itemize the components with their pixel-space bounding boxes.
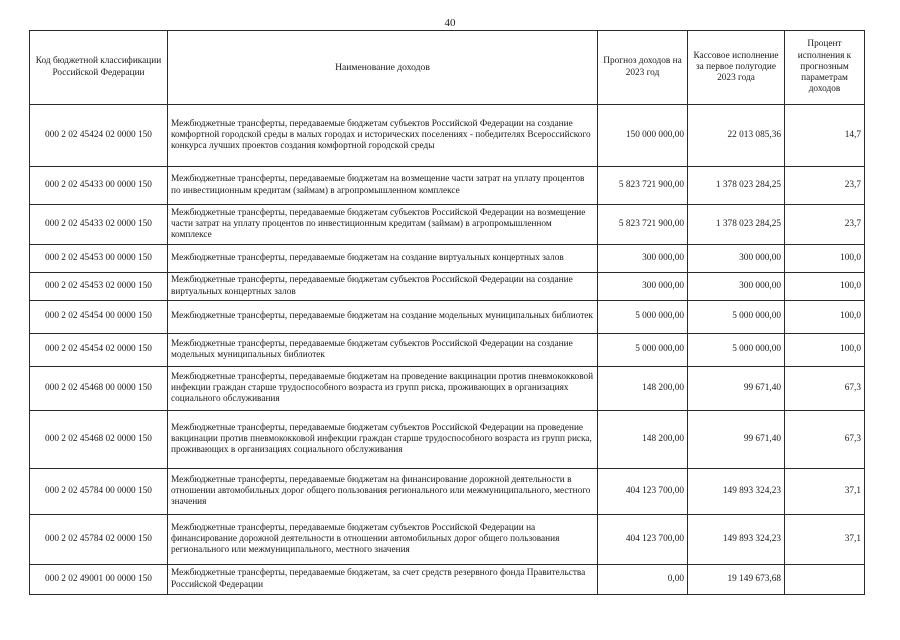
row-forecast: 300 000,00 (598, 245, 688, 273)
row-code: 000 2 02 45454 02 0000 150 (30, 334, 168, 367)
header-percent: Процент исполнения к прогнозным параметрам доходов (785, 31, 865, 105)
row-executed: 99 671,40 (688, 411, 785, 469)
row-name: Межбюджетные трансферты, передаваемые бюджетам субъектов Российской Федерации на возмещение части затрат на уплату процентов по инвестиционным кредитам (займам) в агропромышленном комплексе (168, 205, 598, 245)
header-code: Код бюджетной классификации Российской Федерации (30, 31, 168, 105)
row-executed: 300 000,00 (688, 273, 785, 301)
row-forecast: 0,00 (598, 565, 688, 595)
revenue-table (29, 30, 865, 595)
row-code: 000 2 02 45424 02 0000 150 (30, 105, 168, 167)
row-forecast: 5 000 000,00 (598, 301, 688, 334)
row-forecast: 300 000,00 (598, 273, 688, 301)
row-forecast: 150 000 000,00 (598, 105, 688, 167)
header-forecast: Прогноз доходов на 2023 год (598, 31, 688, 105)
row-percent (785, 565, 865, 595)
row-percent: 37,1 (785, 515, 865, 565)
table-row (30, 334, 865, 367)
row-name: Межбюджетные трансферты, передаваемые бюджетам на возмещение части затрат на уплату процентов по инвестиционным кредитам (займам) в агропромышленном комплексе (168, 167, 598, 205)
row-percent: 100,0 (785, 245, 865, 273)
row-executed: 5 000 000,00 (688, 301, 785, 334)
row-name: Межбюджетные трансферты, передаваемые бюджетам субъектов Российской Федерации на проведение вакцинации против пневмококковой инфекции граждан старше трудоспособного возраста из групп риска, проживающих в организациях социального обслуживания (168, 411, 598, 469)
row-percent: 100,0 (785, 301, 865, 334)
header-name: Наименование доходов (168, 31, 598, 105)
row-name: Межбюджетные трансферты, передаваемые бюджетам субъектов Российской Федерации на создание модельных муниципальных библиотек (168, 334, 598, 367)
table-row (30, 515, 865, 565)
table-header-row (30, 31, 865, 105)
row-code: 000 2 02 45433 00 0000 150 (30, 167, 168, 205)
row-forecast: 148 200,00 (598, 367, 688, 411)
row-name: Межбюджетные трансферты, передаваемые бюджетам на создание виртуальных концертных залов (168, 245, 598, 273)
row-code: 000 2 02 45453 00 0000 150 (30, 245, 168, 273)
row-percent: 23,7 (785, 167, 865, 205)
row-code: 000 2 02 49001 00 0000 150 (30, 565, 168, 595)
table-row (30, 167, 865, 205)
row-percent: 67,3 (785, 411, 865, 469)
row-name: Межбюджетные трансферты, передаваемые бюджетам на создание модельных муниципальных библиотек (168, 301, 598, 334)
row-percent: 14,7 (785, 105, 865, 167)
row-code: 000 2 02 45454 00 0000 150 (30, 301, 168, 334)
row-forecast: 5 823 721 900,00 (598, 167, 688, 205)
row-percent: 23,7 (785, 205, 865, 245)
table-row (30, 367, 865, 411)
row-forecast: 404 123 700,00 (598, 469, 688, 515)
row-code: 000 2 02 45784 00 0000 150 (30, 469, 168, 515)
row-percent: 37,1 (785, 469, 865, 515)
row-forecast: 404 123 700,00 (598, 515, 688, 565)
row-executed: 149 893 324,23 (688, 515, 785, 565)
row-executed: 99 671,40 (688, 367, 785, 411)
row-executed: 5 000 000,00 (688, 334, 785, 367)
header-executed: Кассовое исполнение за первое полугодие 2023 года (688, 31, 785, 105)
row-percent: 100,0 (785, 334, 865, 367)
row-code: 000 2 02 45468 02 0000 150 (30, 411, 168, 469)
table-row (30, 245, 865, 273)
row-percent: 67,3 (785, 367, 865, 411)
table-row (30, 273, 865, 301)
row-forecast: 148 200,00 (598, 411, 688, 469)
table-row (30, 205, 865, 245)
row-name: Межбюджетные трансферты, передаваемые бюджетам на финансирование дорожной деятельности в отношении автомобильных дорог общего пользования регионального или межмуниципального, местного значения (168, 469, 598, 515)
row-percent: 100,0 (785, 273, 865, 301)
row-code: 000 2 02 45433 02 0000 150 (30, 205, 168, 245)
row-executed: 1 378 023 284,25 (688, 205, 785, 245)
page-number: 40 (444, 17, 456, 29)
row-executed: 19 149 673,68 (688, 565, 785, 595)
row-executed: 22 013 085,36 (688, 105, 785, 167)
row-executed: 1 378 023 284,25 (688, 167, 785, 205)
table-row (30, 411, 865, 469)
row-forecast: 5 823 721 900,00 (598, 205, 688, 245)
row-executed: 149 893 324,23 (688, 469, 785, 515)
row-name: Межбюджетные трансферты, передаваемые бюджетам субъектов Российской Федерации на финансирование дорожной деятельности в отношении автомобильных дорог общего пользования регионального или межмуниципального, местного значения (168, 515, 598, 565)
row-name: Межбюджетные трансферты, передаваемые бюджетам на проведение вакцинации против пневмококковой инфекции граждан старше трудоспособного возраста из групп риска, проживающих в организациях социального обслуживания (168, 367, 598, 411)
row-executed: 300 000,00 (688, 245, 785, 273)
row-name: Межбюджетные трансферты, передаваемые бюджетам, за счет средств резервного фонда Правительства Российской Федерации (168, 565, 598, 595)
row-name: Межбюджетные трансферты, передаваемые бюджетам субъектов Российской Федерации на создание виртуальных концертных залов (168, 273, 598, 301)
table-row (30, 469, 865, 515)
table-row (30, 565, 865, 595)
row-code: 000 2 02 45453 02 0000 150 (30, 273, 168, 301)
table-row (30, 105, 865, 167)
row-name: Межбюджетные трансферты, передаваемые бюджетам субъектов Российской Федерации на создание комфортной городской среды в малых городах и исторических поселениях - победителях Всероссийского конкурса лучших проектов создания комфортной городской среды (168, 105, 598, 167)
row-code: 000 2 02 45784 02 0000 150 (30, 515, 168, 565)
row-code: 000 2 02 45468 00 0000 150 (30, 367, 168, 411)
row-forecast: 5 000 000,00 (598, 334, 688, 367)
table-row (30, 301, 865, 334)
